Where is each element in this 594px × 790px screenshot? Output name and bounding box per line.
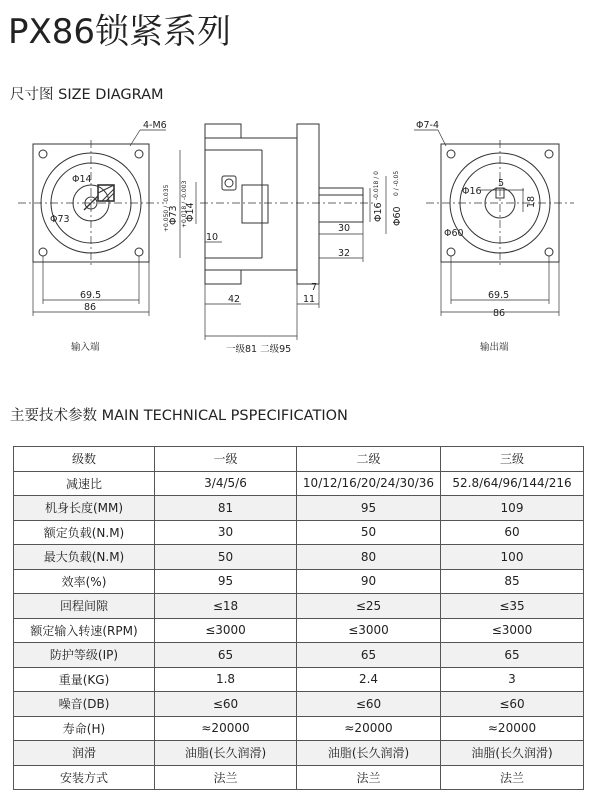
table-row [14,643,584,668]
value-cell: 1.8 [155,667,297,692]
value-cell: ≤60 [441,692,584,717]
label-42: 42 [228,294,241,305]
size-diagram [0,108,594,368]
label-phi73-tol: +0.050 / -0.035 [163,184,170,232]
value-cell: 60 [441,520,584,545]
value-cell: 90 [297,569,441,594]
page-title: PX86锁紧系列 [8,12,232,52]
label-11: 11 [303,294,316,305]
value-cell: ≤3000 [297,618,441,643]
label-phi7-4: Φ7-4 [416,120,439,131]
spec-table [13,446,584,790]
value-cell: 85 [441,569,584,594]
row-label-cell: 最大负载(N.M) [14,545,155,570]
value-cell: 30 [155,520,297,545]
label-phi16-output: Φ16 [462,186,482,197]
value-cell: 81 [155,496,297,521]
value-cell: ≈20000 [441,716,584,741]
label-phi73-side: Φ73 [168,205,179,225]
table-row [14,545,584,570]
label-phi73-input: Φ73 [50,214,70,225]
size-diagram-heading: 尺寸图 SIZE DIAGRAM [10,87,164,103]
table-row [14,692,584,717]
value-cell: ≤25 [297,594,441,619]
label-phi14-side: Φ14 [185,202,196,222]
label-69-5-right: 69.5 [488,290,510,301]
label-7: 7 [311,282,318,293]
column-header: 三级 [441,447,584,472]
row-label-cell: 效率(%) [14,569,155,594]
value-cell: 10/12/16/20/24/30/36 [297,471,441,496]
value-cell: 65 [441,643,584,668]
row-label-cell: 额定输入转速(RPM) [14,618,155,643]
value-cell: 油脂(长久润滑) [155,741,297,766]
label-86-left: 86 [84,302,97,313]
label-phi60-output: Φ60 [444,228,464,239]
table-row [14,765,584,790]
table-row [14,520,584,545]
table-row [14,569,584,594]
value-cell: 52.8/64/96/144/216 [441,471,584,496]
input-flange-view [18,130,166,316]
value-cell: ≈20000 [155,716,297,741]
value-cell: 法兰 [441,765,584,790]
row-label-cell: 回程间隙 [14,594,155,619]
row-label-cell: 额定负载(N.M) [14,520,155,545]
value-cell: 109 [441,496,584,521]
label-32: 32 [338,248,351,259]
label-length-note: 一级81 二级95 [226,344,292,355]
label-30: 30 [338,223,351,234]
value-cell: 2.4 [297,667,441,692]
table-row [14,618,584,643]
value-cell: 50 [297,520,441,545]
column-header: 二级 [297,447,441,472]
row-label-cell: 安装方式 [14,765,155,790]
table-header-row [14,447,584,472]
value-cell: 3/4/5/6 [155,471,297,496]
value-cell: ≤60 [155,692,297,717]
row-label-cell: 减速比 [14,471,155,496]
table-row [14,667,584,692]
row-label-cell: 噪音(DB) [14,692,155,717]
value-cell: 65 [297,643,441,668]
label-69-5-left: 69.5 [80,290,102,301]
value-cell: ≈20000 [297,716,441,741]
label-5: 5 [498,178,505,189]
label-phi16-side: Φ16 [373,202,384,222]
table-row [14,496,584,521]
label-18: 18 [526,195,537,208]
row-label-cell: 防护等级(IP) [14,643,155,668]
label-output-end: 输出端 [480,342,509,353]
row-label-cell: 重量(KG) [14,667,155,692]
label-phi14-input: Φ14 [72,174,92,185]
table-row [14,716,584,741]
table-row [14,471,584,496]
label-phi14-tol: +0.018 / -0.003 [181,180,188,228]
value-cell: 油脂(长久润滑) [297,741,441,766]
row-label-cell: 润滑 [14,741,155,766]
spec-table-body [14,471,584,790]
value-cell: ≤18 [155,594,297,619]
value-cell: 100 [441,545,584,570]
spec-heading: 主要技术参数 MAIN TECHNICAL PSPECIFICATION [10,408,348,424]
value-cell: 95 [297,496,441,521]
value-cell: ≤35 [441,594,584,619]
value-cell: 法兰 [297,765,441,790]
table-row [14,594,584,619]
value-cell: ≤3000 [155,618,297,643]
label-4-m6: 4-M6 [143,120,167,131]
label-phi60-side: Φ60 [392,206,403,226]
value-cell: ≤3000 [441,618,584,643]
value-cell: 油脂(长久润滑) [441,741,584,766]
column-header: 一级 [155,447,297,472]
label-86-right: 86 [493,308,506,319]
value-cell: 50 [155,545,297,570]
value-cell: 65 [155,643,297,668]
label-phi16-tol: -0.018 / 0 [373,171,380,200]
value-cell: ≤60 [297,692,441,717]
value-cell: 80 [297,545,441,570]
value-cell: 3 [441,667,584,692]
label-10: 10 [206,232,219,243]
table-row [14,741,584,766]
label-input-end: 输入端 [71,342,100,353]
row-label-cell: 机身长度(MM) [14,496,155,521]
column-header: 级数 [14,447,155,472]
output-flange-view [414,130,574,316]
value-cell: 95 [155,569,297,594]
value-cell: 法兰 [155,765,297,790]
label-phi60-tol: 0 / -0.05 [393,170,400,196]
row-label-cell: 寿命(H) [14,716,155,741]
